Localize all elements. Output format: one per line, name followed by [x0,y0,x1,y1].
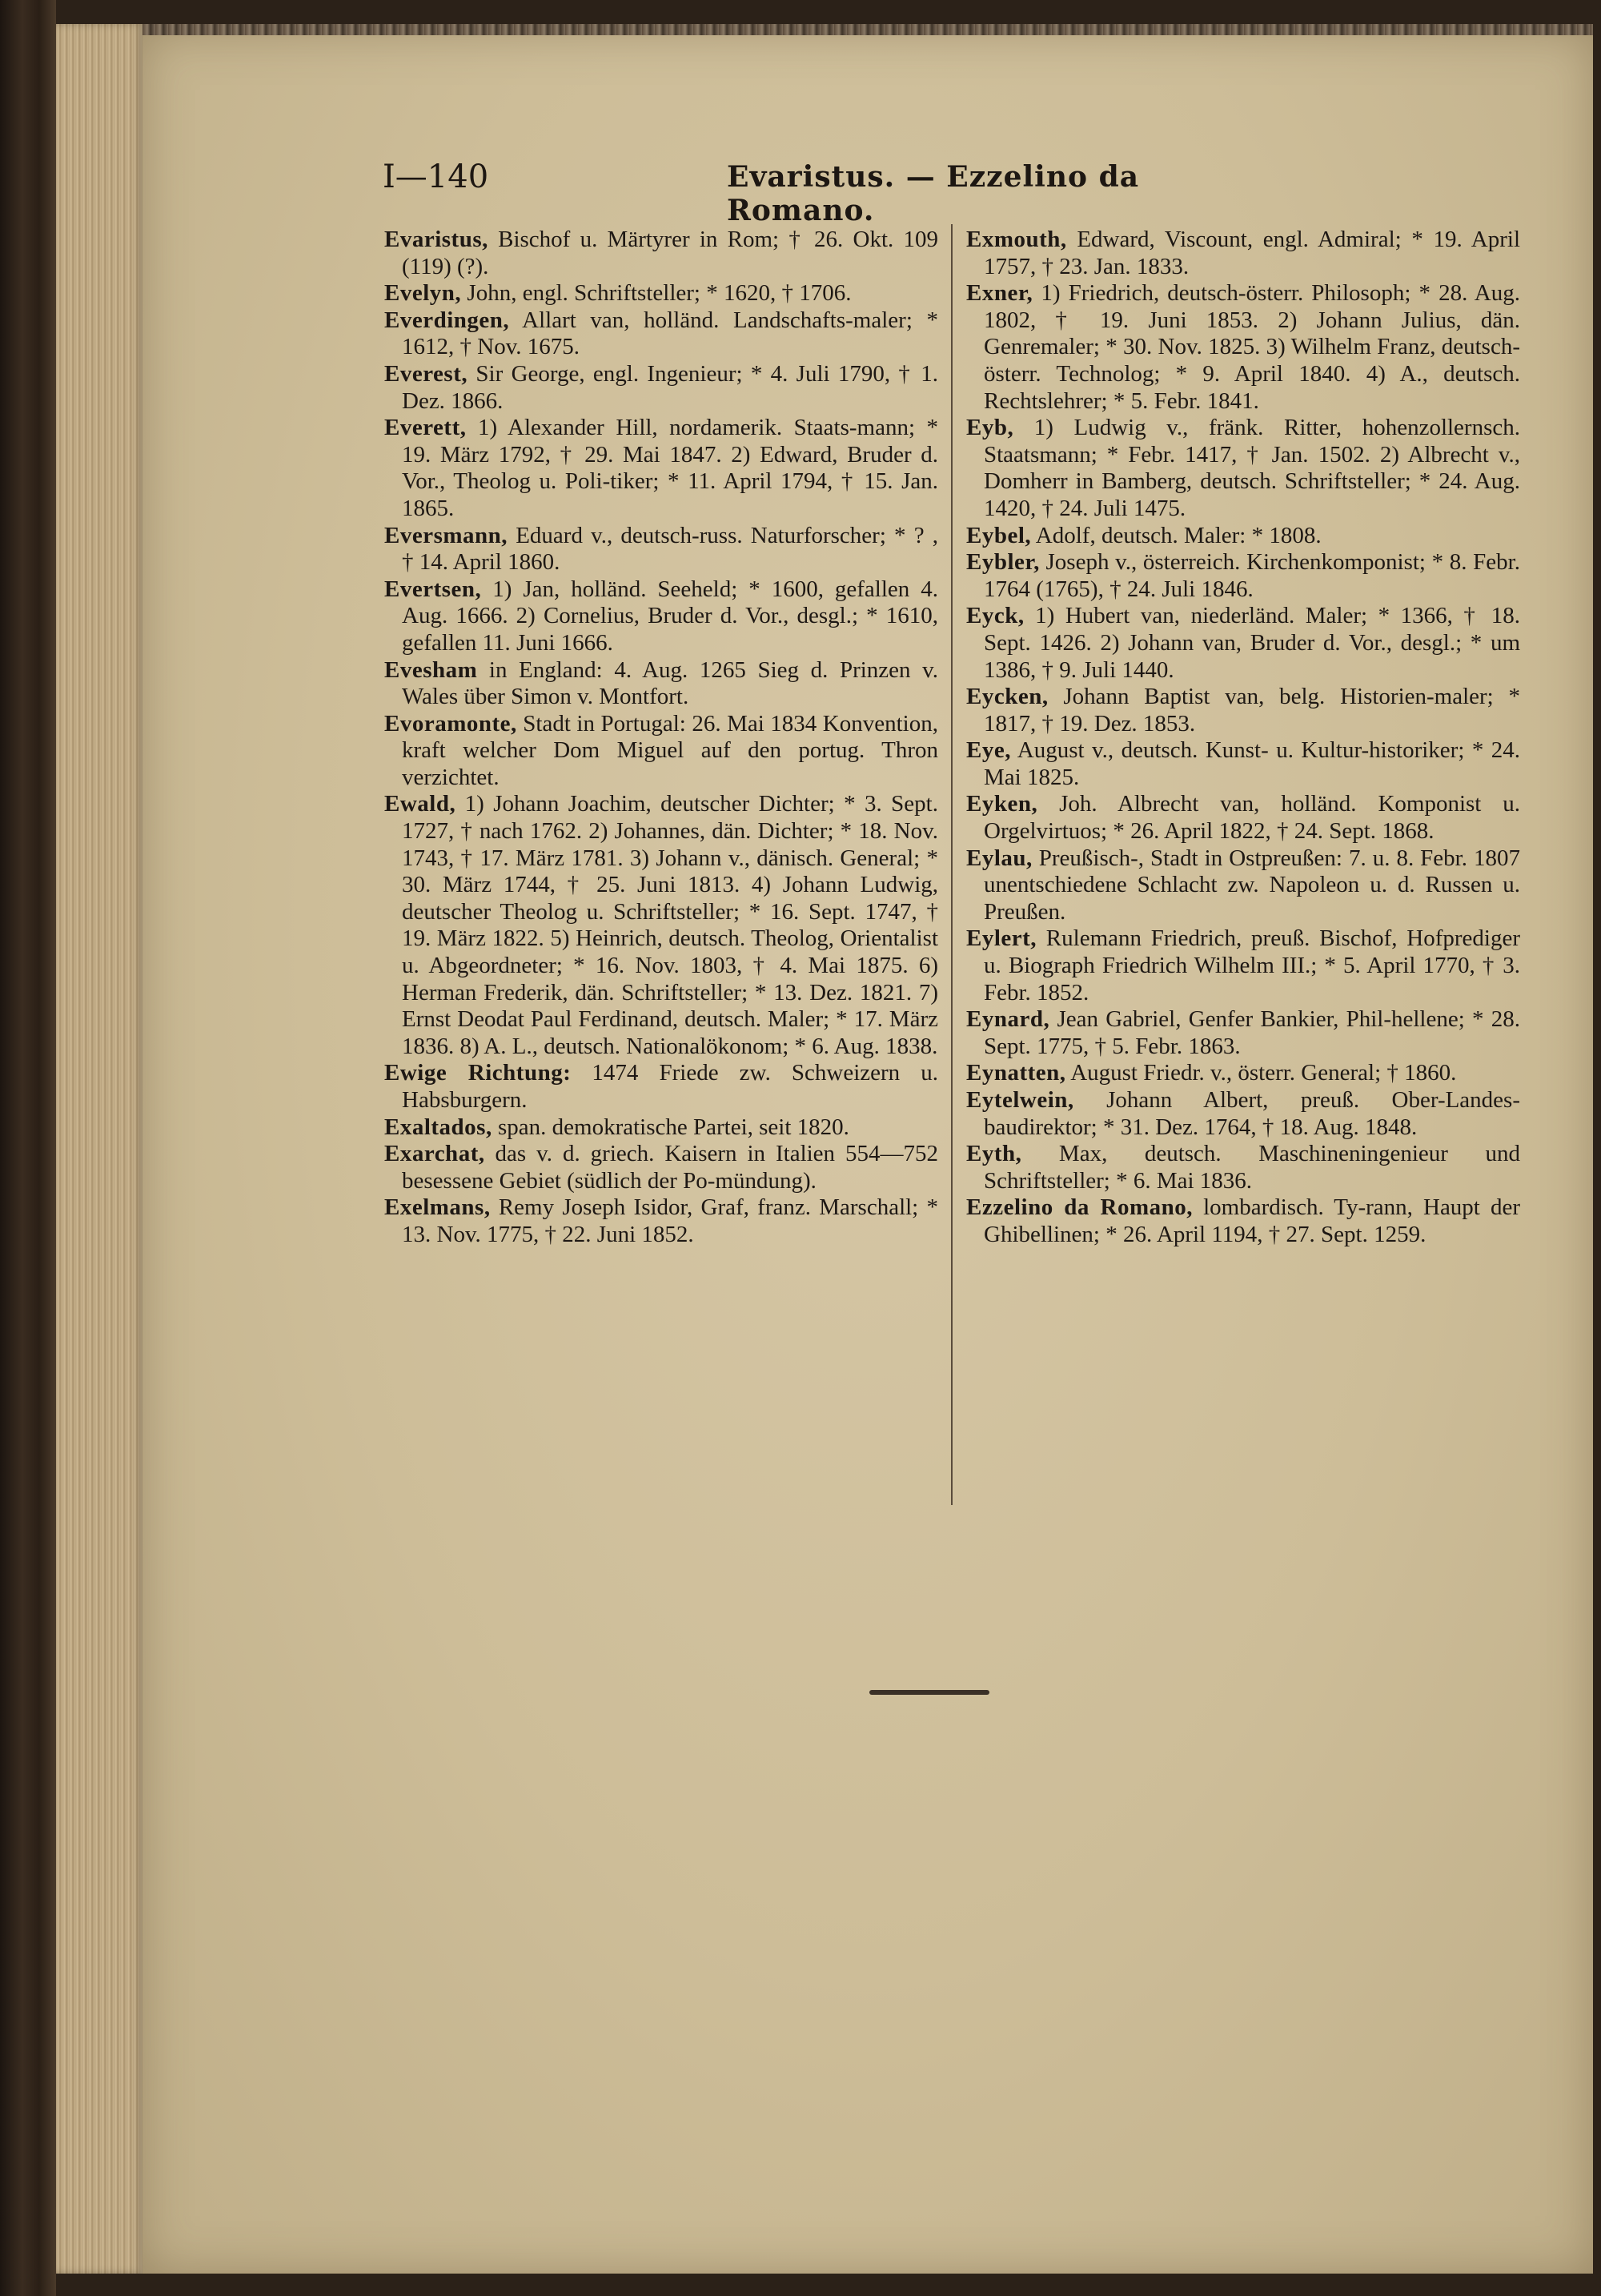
entry-headword: Eyck, [966,603,1025,629]
entry-headword: Ezzelino da Romano, [966,1194,1193,1221]
entry-headword: Eyken, [966,791,1038,817]
dictionary-entry [966,523,1520,550]
entry-text: August Friedr. v., österr. General; † 1860. [1065,1060,1457,1086]
dictionary-entry [384,711,938,792]
dictionary-entry [966,227,1520,280]
entry-headword: Ewige Richtung: [384,1060,572,1086]
entry-headword: Eybler, [966,549,1040,576]
entry-text: 1) Friedrich, deutsch-österr. Philosoph; * 28. Aug. 1802, † 19. Juni 1853. 2) Johann Julius, dän. Genremaler; * 30. Nov. 1825. 3) Wilhelm Franz, deutsch-österr. Technolog; * 9. April 1840. 4) A., deutsch. Rechtslehrer; * 5. Febr. 1841. [984,280,1520,414]
entry-text: Edward, Viscount, engl. Admiral; * 19. April 1757, † 23. Jan. 1833. [984,227,1520,279]
entry-text: 1) Jan, holländ. Seeheld; * 1600, gefallen 4. Aug. 1666. 2) Cornelius, Bruder d. Vor., desgl.; * 1610, gefallen 11. Juni 1666. [402,576,938,656]
entry-text: 1474 Friede zw. Schweizern u. Habsburgern. [402,1060,938,1113]
entry-headword: Evesham [384,656,478,683]
page-header [383,159,1193,227]
entry-text: Eduard v., deutsch-russ. Naturforscher; * ? , † 14. April 1860. [402,522,938,576]
entry-text: Stadt in Portugal: 26. Mai 1834 Konvention, kraft welcher Dom Miguel auf den portug. Thron verzichtet. [402,710,938,790]
entry-headword: Exelmans, [384,1194,491,1221]
dictionary-entry [966,1087,1520,1141]
entry-text: Preußisch-, Stadt in Ostpreußen: 7. u. 8. Febr. 1807 unentschiedene Schlacht zw. Napoleon u. d. Russen u. Preußen. [984,845,1520,925]
dictionary-entry [966,1141,1520,1194]
entry-headword: Eversmann, [384,522,508,548]
dictionary-entry [966,415,1520,522]
entry-headword: Eynard, [966,1006,1050,1033]
dictionary-entry [966,845,1520,926]
entry-headword: Eyth, [966,1141,1022,1167]
entry-text: in England: 4. Aug. 1265 Sieg d. Prinzen v. Wales über Simon v. Montfort. [402,656,938,710]
dictionary-entry [384,227,938,280]
dictionary-entry [384,307,938,361]
dictionary-entry [384,1194,938,1248]
dictionary-entry [384,280,938,307]
entry-text: span. demokratische Partei, seit 1820. [492,1114,849,1140]
entry-text: Joh. Albrecht van, holländ. Komponist u. Orgelvirtuos; * 26. April 1822, † 24. Sept. 1868. [984,791,1520,845]
entry-headword: Exner, [966,280,1033,307]
dictionary-entry [384,1114,938,1142]
dictionary-entry [384,361,938,415]
entry-headword: Evertsen, [384,576,482,602]
entry-headword: Evaristus, [384,227,488,252]
entry-headword: Eytelwein, [966,1087,1074,1113]
entry-headword: Eylau, [966,845,1033,871]
entry-headword: Exmouth, [966,227,1067,252]
entry-headword: Evelyn, [384,280,462,307]
dictionary-entry [966,603,1520,684]
entry-text: Sir George, engl. Ingenieur; * 4. Juli 1790, † 1. Dez. 1866. [402,360,938,414]
end-rule [869,1690,989,1695]
right-column [966,227,1520,1249]
entry-text: Adolf, deutsch. Maler: * 1808. [1031,522,1322,548]
entry-text: 1) Ludwig v., fränk. Ritter, hohenzollernsch. Staatsmann; * Febr. 1417, † Jan. 1502. 2) Albrecht v., Domherr in Bamberg, deutsch. Schriftsteller; * 24. Aug. 1420, † 24. Juli 1475. [984,415,1520,521]
column-divider [951,224,953,1505]
entry-headword: Eyb, [966,415,1014,441]
entry-text: Johann Baptist van, belg. Historien-maler; * 1817, † 19. Dez. 1853. [984,684,1520,737]
entry-text: Bischof u. Märtyrer in Rom; † 26. Okt. 109 (119) (?). [402,227,938,279]
dictionary-entry [384,791,938,1060]
entry-headword: Eye, [966,737,1011,764]
entry-text: Rulemann Friedrich, preuß. Bischof, Hofprediger u. Biograph Friedrich Wilhelm III.; * 5. April 1770, † 3. Febr. 1852. [984,925,1520,1006]
dictionary-entry [966,1194,1520,1248]
entry-text: das v. d. griech. Kaisern in Italien 554—752 besessene Gebiet (südlich der Po-mündung). [402,1141,938,1194]
entry-text: 1) Johann Joachim, deutscher Dichter; * 3. Sept. 1727, † nach 1762. 2) Johannes, dän. Dichter; * 18. Nov. 1743, † 17. März 1781. 3) Johann v., dänisch. General; * 30. März 1744, † 25. Juni 1813. 4) Johann Ludwig, deutscher Theolog u. Schriftsteller; * 16. Sept. 1747, † 19. März 1822. 5) Heinrich, deutsch. Theolog, Orientalist u. Abgeordneter; * 16. Nov. 1803, † 4. Mai 1875. 6) Herman Frederik, dän. Schriftsteller; * 13. Dez. 1821. 7) Ernst Deodat Paul Ferdinand, deutsch. Maler; * 17. März 1836. 8) A. L., deutsch. Nationalökonom; * 6. Aug. 1838. [402,791,938,1059]
entry-headword: Eynatten, [966,1060,1066,1086]
dictionary-entry [966,549,1520,603]
dictionary-entry [384,1141,938,1194]
entry-headword: Exaltados, [384,1114,492,1140]
dictionary-entry [384,1060,938,1114]
entry-headword: Eycken, [966,684,1049,710]
top-edge-band [142,24,1593,35]
entry-text: John, engl. Schriftsteller; * 1620, † 1706. [461,280,852,307]
left-column [384,227,938,1249]
book-spine [0,0,56,2296]
entry-text: 1) Hubert van, niederländ. Maler; * 1366, † 18. Sept. 1426. 2) Johann van, Bruder d. Vor., desgl.; * um 1386, † 9. Juli 1440. [984,603,1520,683]
entry-headword: Exarchat, [384,1141,485,1167]
entry-text: Allart van, holländ. Landschafts-maler; * 1612, † Nov. 1675. [402,307,938,360]
entry-text: 1) Alexander Hill, nordamerik. Staats-mann; * 19. März 1792, † 29. Mai 1847. 2) Edward, Bruder d. Vor., Theolog u. Poli-tiker; * 11. April 1794, † 15. Jan. 1865. [402,415,938,521]
entry-headword: Eybel, [966,522,1032,548]
dictionary-entry [966,1060,1520,1087]
entry-headword: Eylert, [966,925,1037,952]
running-title: Evaristus. — Ezzelino da Romano. [727,160,1140,227]
dictionary-entry [966,925,1520,1006]
entry-text: Remy Joseph Isidor, Graf, franz. Marschall; * 13. Nov. 1775, † 22. Juni 1852. [402,1194,938,1247]
page-edges [56,24,144,2274]
dictionary-entry [966,737,1520,791]
dictionary-entry [384,576,938,657]
entry-headword: Ewald, [384,791,456,817]
dictionary-entry [384,415,938,522]
dictionary-entry [966,280,1520,415]
entry-text: Max, deutsch. Maschineningenieur und Schriftsteller; * 6. Mai 1836. [984,1141,1520,1194]
entry-text: Joseph v., österreich. Kirchenkomponist; * 8. Febr. 1764 (1765), † 24. Juli 1846. [984,549,1520,602]
dictionary-entry [966,791,1520,845]
page-number: I—140 [383,159,489,195]
entry-text: August v., deutsch. Kunst- u. Kultur-historiker; * 24. Mai 1825. [984,737,1520,790]
entry-headword: Everest, [384,360,468,387]
entry-text: Johann Albert, preuß. Ober-Landes-baudirektor; * 31. Dez. 1764, † 18. Aug. 1848. [984,1087,1520,1140]
dictionary-entry [384,657,938,711]
dictionary-entry [966,1006,1520,1060]
dictionary-entry [966,684,1520,737]
entry-text: Jean Gabriel, Genfer Bankier, Phil-hellene; * 28. Sept. 1775, † 5. Febr. 1863. [984,1006,1520,1059]
dictionary-entry [384,523,938,576]
entry-text: lombardisch. Ty-rann, Haupt der Ghibellinen; * 26. April 1194, † 27. Sept. 1259. [984,1194,1520,1247]
entry-headword: Evoramonte, [384,710,517,737]
entry-headword: Everett, [384,415,467,441]
entry-headword: Everdingen, [384,307,510,333]
